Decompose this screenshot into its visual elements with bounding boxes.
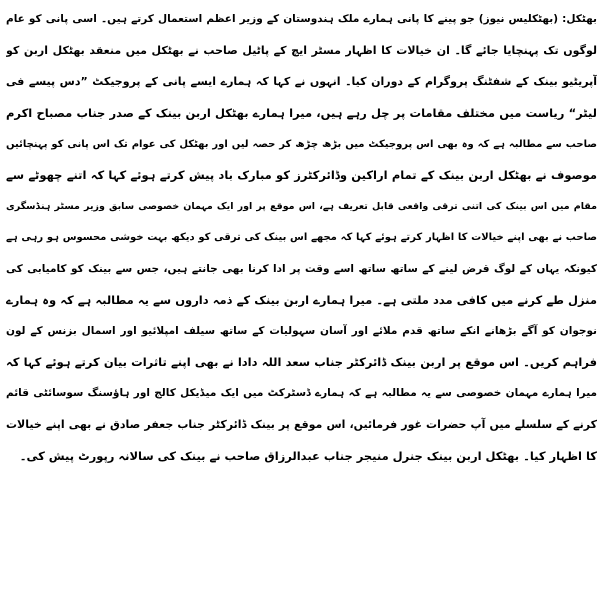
urdu-news-article (6, 4, 597, 472)
article-line-9: کیونکہ یہاں کے لوگ قرض لینے کے ساتھ ساتھ اسے وقت پر ادا کرنا بھی جانتے ہیں، جس سے بینک کو کامیابی کی (6, 262, 597, 275)
article-line-1: بھٹکل: (بھٹکلیس نیوز) جو پینے کا پانی ہمارے ملک ہندوستان کے وزیر اعظم استعمال کرتے ہیں۔ اسی پانی کو عام (6, 13, 597, 25)
article-line-7: مقام میں اس بینک کی اتنی ترقی واقعی قابل تعریف ہے، اس موقع پر اور ایک مہمان خصوصی سابق وزیر مسٹر ہنڈسگری (6, 201, 597, 213)
article-line-5: صاحب سے مطالبہ ہے کہ وہ بھی اس پروجیکٹ میں بڑھ چڑھ کر حصہ لیں اور بھٹکل کی عوام تک اس پانی کو پہنچائیں (6, 138, 597, 150)
article-line-15: کا اظہار کیا۔ بھٹکل اربن بینک جنرل منیجر جناب عبدالرزاق صاحب نے بینک کی سالانہ رپورٹ پیش کی۔ (19, 448, 597, 463)
article-line-10: منزل طے کرنے میں کافی مدد ملتی ہے۔ میرا ہمارے اربن بینک کے ذمہ داروں سے یہ مطالبہ ہے کہ وہ ہمارے (6, 292, 597, 307)
article-line-4: لیٹر“ ریاست میں مختلف مقامات پر چل رہے ہیں، میرا ہمارے بھٹکل اربن بینک کے صدر جناب مصباح اکرم (6, 105, 597, 120)
article-line-3: آپریٹیو بینک کے شفٹنگ پروگرام کے دوران کیا۔ انہوں نے کہا کہ ہمارے ایسے پانی کے پروجیکٹ ”دس پیسے فی (6, 75, 597, 89)
article-line-13: میرا ہمارے مہمان خصوصی سے یہ مطالبہ ہے کہ ہمارے ڈسٹرکٹ میں ایک میڈیکل کالج اور ہاؤسنگ سوسائٹی قائم (6, 387, 597, 400)
article-line-8: صاحب نے بھی اپنے خیالات کا اظہار کرتے ہوئے کہا کہ مجھے اس بینک کی ترقی کو دیکھ بہت خوشی محسوس ہو رہی ہے (6, 232, 597, 244)
article-line-11: نوجوان کو آگے بڑھانے انکے ساتھ قدم ملائے اور آسان سہولیات کے ساتھ سیلف امپلائیو اور اسمال بزنس کے لون (6, 324, 597, 337)
article-line-14: کرنے کے سلسلے میں آپ حضرات غور فرمائیں، اس موقع پر بینک ڈائرکٹر جناب جعفر صادق نے بھی اپنے خیالات (6, 418, 597, 432)
article-line-2: لوگوں تک پہنچایا جائے گا۔ ان خیالات کا اظہار مسٹر ایچ کے پاٹیل صاحب نے بھٹکل میں منعقد بھٹکل اربن کو (6, 44, 597, 58)
article-line-12: فراہم کریں۔ اس موقع پر اربن بینک ڈائرکٹر جناب سعد اللہ دادا نے بھی اپنے تاثرات بیان کرتے ہوئے کہا کہ (6, 355, 597, 370)
article-line-6: موصوف نے بھٹکل اربن بینک کے تمام اراکین وڈائرکٹرز کو مبارک باد پیش کرتے ہوئے کہا کہ اتنے چھوٹے سے (6, 167, 597, 182)
